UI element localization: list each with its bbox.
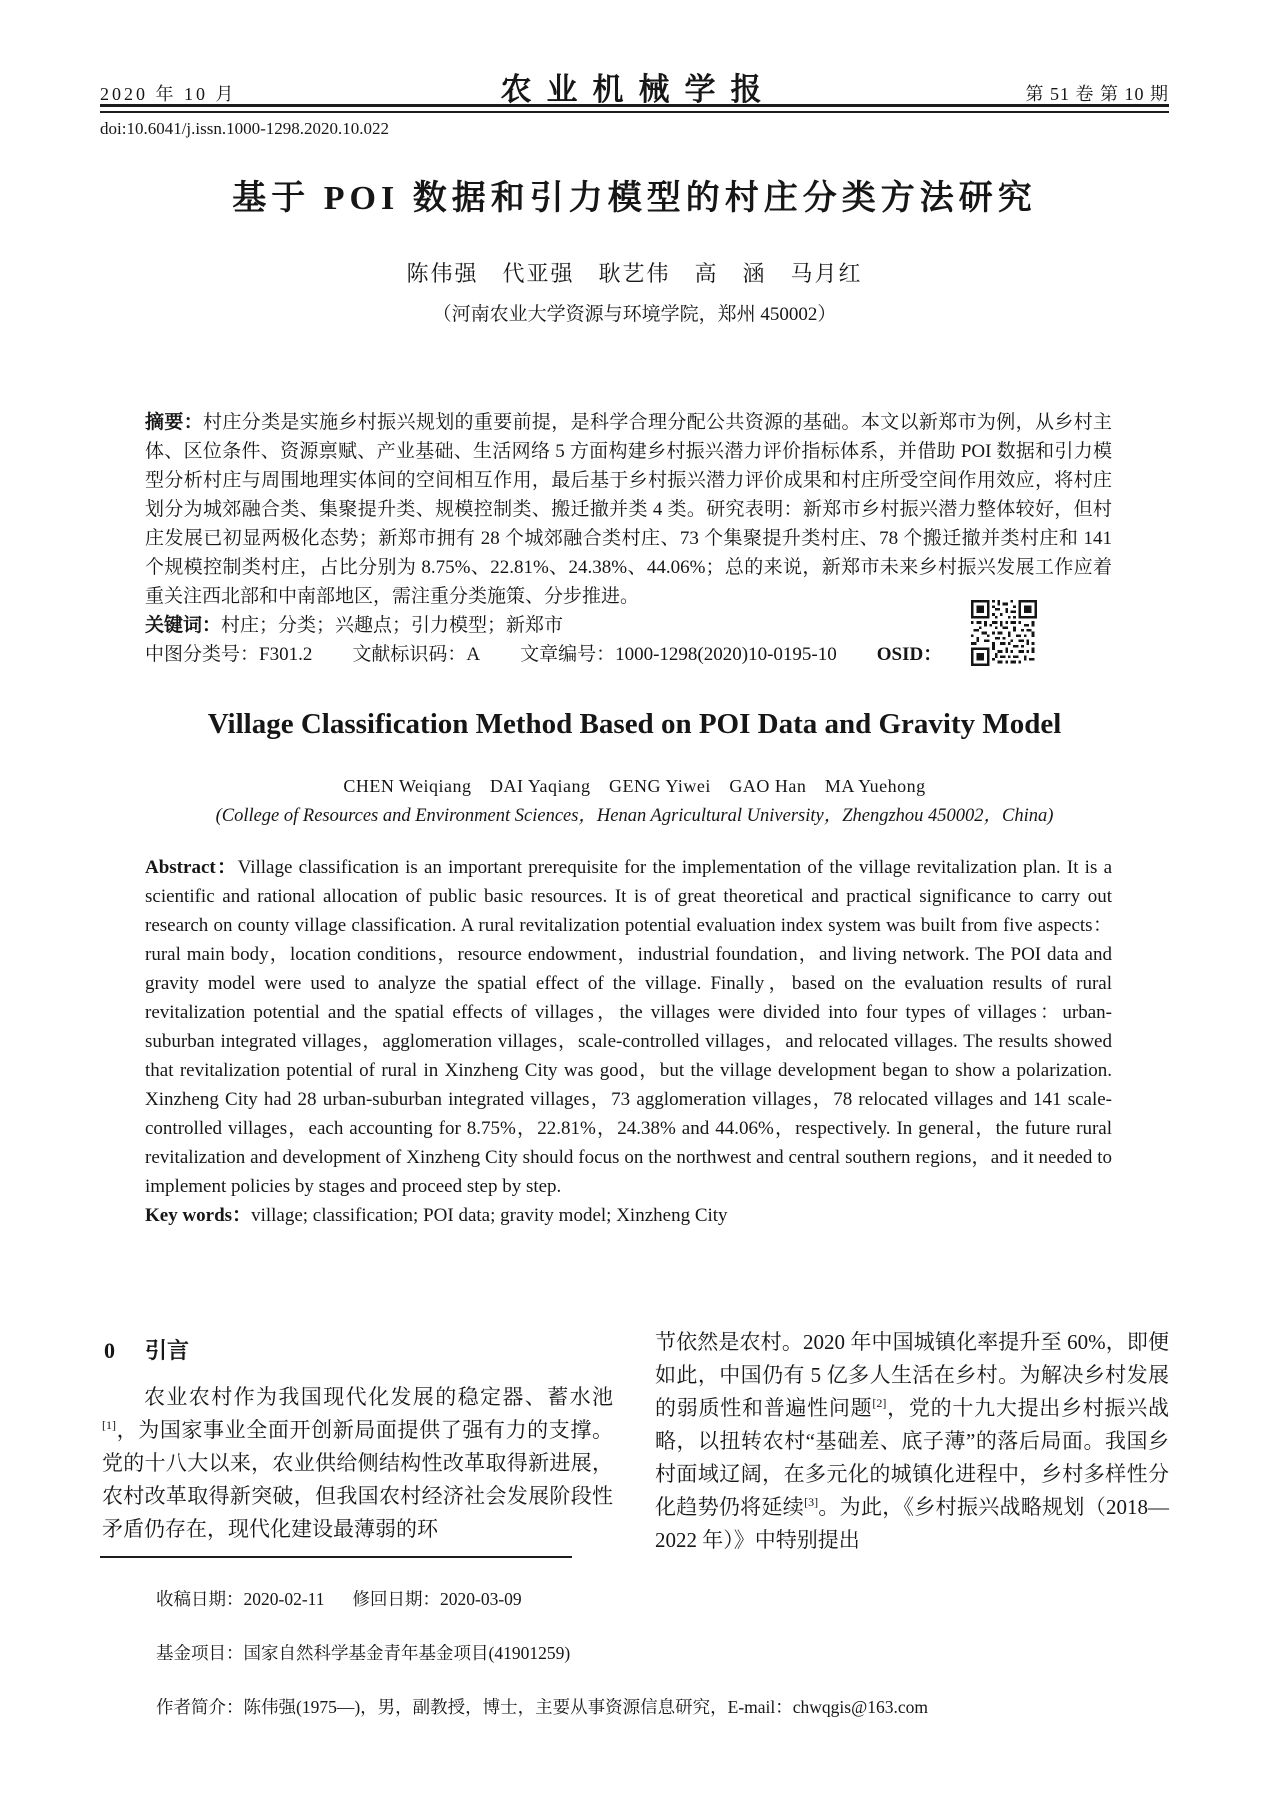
article-id-label: 文章编号： [520, 644, 616, 665]
introduction-section [102, 1326, 1169, 1557]
classification-line [145, 640, 1112, 669]
authors-cn: 陈伟强 代亚强 耿艺伟 高 涵 马月红 [406, 261, 863, 286]
reference-marker-3: [3] [804, 1495, 819, 1509]
author-bio-line [156, 1680, 1166, 1734]
received-date-value: 2020-02-11 [243, 1589, 325, 1609]
clc-label: 中图分类号： [145, 644, 260, 665]
osid-label: OSID： [876, 644, 943, 665]
abstract-label-en: Abstract： [145, 857, 238, 878]
keywords-line-en [145, 1201, 1112, 1230]
intro-left-text-2: ，为国家事业全面开创新局面提供了强有力的支撑。党的十八大以来，农业供给侧结构性改革取得新进展，农村改革取得新突破，但我国农村经济社会发展阶段性矛盾仍存在，现代化建设最薄弱的环 [102, 1418, 613, 1541]
article-id-value: 1000-1298(2020)10-0195-10 [615, 644, 837, 665]
keywords-text-cn: 村庄；分类；兴趣点；引力模型；新郑市 [221, 615, 564, 636]
article-title-cn: 基于 POI 数据和引力模型的村庄分类方法研究 [232, 180, 1037, 217]
reference-marker-2: [2] [872, 1396, 887, 1410]
intro-right-column [655, 1326, 1169, 1557]
abstract-text-cn: 村庄分类是实施乡村振兴规划的重要前提，是科学合理分配公共资源的基础。本文以新郑市为例，从乡村主体、区位条件、资源禀赋、产业基础、生活网络 5 方面构建乡村振兴潜力评价指标体系，并借助 POI 数据和引力模型分析村庄与周围地理实体间的空间相互作用，最后基于乡村振兴潜力评价成果和村庄所受空间作用效应，将村庄划分为城郊融合类、集聚提升类、规模控制类、搬迁撤并类 4 类。研究表明：新郑市乡村振兴潜力整体较好，但村庄发展已初显两极化态势；新郑市拥有 28 个城郊融合类村庄、73 个集聚提升类村庄、78 个搬迁撤并类村庄和 141 个规模控制类村庄，占比分别为 8.75%、22.81%、24.38%、44.06%；总的来说，新郑市未来乡村振兴发展工作应着重关注西北部和中南部地区，需注重分类施策、分步推进。 [145, 412, 1112, 607]
keywords-line-cn [145, 611, 1112, 640]
volume-issue: 第 51 卷 第 10 期 [1025, 84, 1169, 104]
section-number: 0 [104, 1338, 115, 1363]
section-heading [104, 1334, 613, 1367]
footnotes [156, 1572, 1166, 1734]
affiliation-cn: （河南农业大学资源与环境学院，郑州 450002） [432, 304, 837, 325]
abstract-text-en: Village classification is an important prerequisite for the implementation of the village revitalization plan. It is a scientific and rational allocation of public basic resources. It is of great theoretical and practical significance to carry out research on county village classification. A rural revitalization potential evaluation index system was built from five aspects：rural main body，location conditions，resource endowment，industrial foundation，and living network. The POI data and gravity model were used to analyze the spatial effect of the village. Finally，based on the evaluation results of rural revitalization potential and the spatial effects of villages，the villages were divided into four types of villages：urban-suburban integrated villages，agglomeration villages，scale-controlled villages，and relocated villages. The results showed that revitalization potential of rural in Xinzheng City was good，but the village development began to show a polarization. Xinzheng City had 28 urban-suburban integrated villages，73 agglomeration villages，78 relocated villages and 141 scale-controlled villages，each accounting for 8.75%，22.81%，24.38% and 44.06%，respectively. In general，the future rural revitalization and development of Xinzheng City should focus on the northwest and central southern regions，and it needed to implement policies by stages and proceed step by step. [145, 857, 1112, 1197]
keywords-text-en: village; classification; POI data; gravity model; Xinzheng City [251, 1205, 728, 1226]
reference-marker-1: [1] [102, 1418, 116, 1432]
article-title-en: Village Classification Method Based on POI Data and Gravity Model [207, 708, 1062, 740]
author-bio-value: 陈伟强(1975—)，男，副教授，博士，主要从事资源信息研究，E-mail：chwqgis@163.com [243, 1697, 928, 1717]
abstract-cn [145, 408, 1112, 611]
intro-paragraph-left [102, 1381, 613, 1546]
section-title: 引言 [145, 1338, 190, 1363]
header-double-rule [100, 104, 1169, 113]
abstract-block-cn [145, 408, 1112, 669]
abstract-label-cn: 摘要： [145, 412, 204, 433]
abstract-block-en [145, 853, 1112, 1230]
fund-label: 基金项目： [156, 1643, 244, 1663]
doc-code-label: 文献标识码： [352, 644, 467, 665]
intro-paragraph-right [655, 1326, 1169, 1557]
abstract-en [145, 853, 1112, 1201]
fund-value: 国家自然科学基金青年基金项目(41901259) [243, 1643, 571, 1663]
journal-title: 农业机械学报 [500, 72, 777, 107]
revised-date-value: 2020-03-09 [440, 1589, 522, 1609]
intro-right-text-3: 。为此，《乡村振兴战略规划（2018—2022 年）》中特别提出 [655, 1495, 1170, 1552]
keywords-label-cn: 关键词： [145, 615, 222, 636]
issue-date: 2020 年 10 月 [100, 84, 237, 104]
journal-header [100, 64, 1169, 109]
affiliation-en: (College of Resources and Environment Sciences，Henan Agricultural University，Zhengzhou 450002，China) [215, 806, 1054, 826]
doc-code-value: A [466, 644, 481, 665]
received-date-line [156, 1572, 1166, 1626]
revised-date-label: 修回日期： [352, 1589, 441, 1609]
fund-line [156, 1626, 1166, 1680]
intro-left-column [102, 1326, 613, 1557]
author-bio-label: 作者简介： [156, 1697, 244, 1717]
intro-right-text-2: ，党的十九大提出乡村振兴战略，以扭转农村“基础差、底子薄”的落后局面。我国乡村面域辽阔，在多元化的城镇化进程中，乡村多样性分化趋势仍将延续 [655, 1396, 1169, 1519]
footnote-divider [100, 1556, 572, 1558]
clc-value: F301.2 [259, 644, 313, 665]
intro-right-text-1: 节依然是农村。2020 年中国城镇化率提升至 60%，即便如此，中国仍有 5 亿多人生活在乡村。为解决乡村发展的弱质性和普遍性问题 [655, 1330, 1169, 1420]
authors-en: CHEN Weiqiang DAI Yaqiang GENG Yiwei GAO Han MA Yuehong [343, 776, 926, 796]
intro-left-text-1: 农业农村作为我国现代化发展的稳定器、蓄水池 [144, 1385, 613, 1409]
received-date-label: 收稿日期： [156, 1589, 244, 1609]
doi-line: doi:10.6041/j.issn.1000-1298.2020.10.022 [100, 119, 390, 138]
keywords-label-en: Key words： [145, 1205, 252, 1226]
osid-qr-code-icon [971, 600, 1037, 666]
